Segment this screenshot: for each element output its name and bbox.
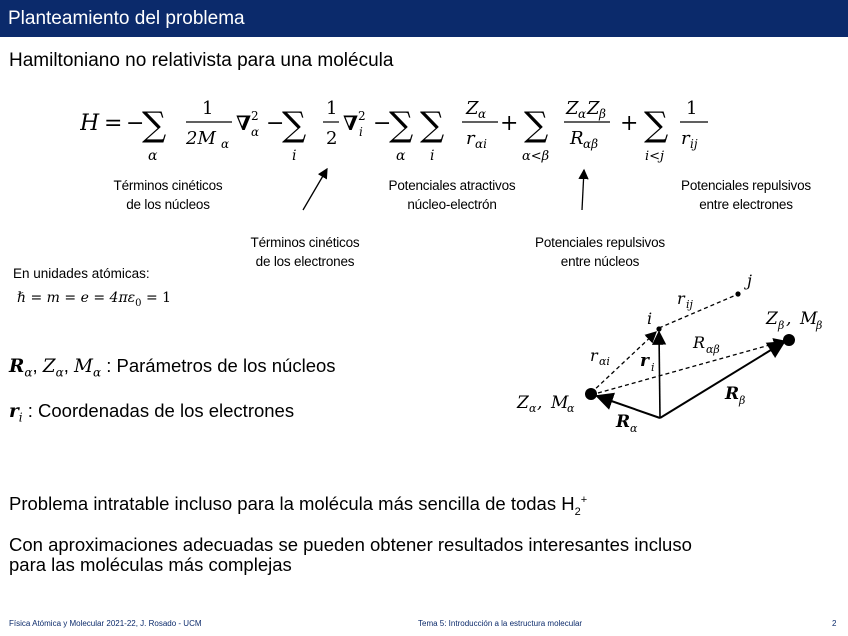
units-epsilon-sub: 0 [135,297,142,309]
slide-subtitle: Hamiltoniano no relativista para una molécula [9,50,394,71]
eq-den-1-sub: α [221,137,230,151]
annotation-kinetic-nuclei-line2: de los núcleos [126,197,210,212]
eq-num-1: 1 [202,98,214,119]
vector-R-alpha-beta [598,341,784,393]
label-comma-beta: , [786,309,792,329]
eq-den-5-sub: ij [690,137,698,151]
param-comma-2: , [63,355,69,376]
label-M-alpha-sub: α [567,402,575,415]
label-r-i: r [640,351,649,371]
label-Z-alpha-sub: α [529,402,537,415]
atomic-units-heading: En unidades atómicas: [13,266,150,281]
units-m: m [46,290,60,306]
annotation-kinetic-electrons-line2: de los electrones [255,254,355,269]
label-Z-beta: Z [766,309,778,329]
paragraph-intractable-text: Problema intratable incluso para la molécula más sencilla de todas H [9,493,575,515]
label-M-alpha: M [551,393,569,413]
eq-num-4a-sub: α [578,107,587,121]
eq-sum-3a: ∑ [389,105,414,145]
units-e: e [80,290,89,306]
arrow-repulsive-nuclei [582,170,584,210]
diagram-svg [500,262,840,440]
nuclei-parameters-desc: : Parámetros de los núcleos [106,355,336,376]
eq-sum-2-index: i [292,148,297,164]
label-r-ij: r [677,289,685,308]
param-M-sub: α [92,365,102,380]
eq-minus-1: − [126,111,145,136]
eq-sum-1: ∑ [142,105,167,145]
vector-R-beta [660,342,784,418]
eq-num-2: 1 [326,98,338,119]
eq-num-3-sub: α [478,107,487,121]
param-r: r [9,401,19,422]
units-eq-3: = [93,290,106,306]
vector-r-i [659,332,660,418]
eq-nabla-1: ∇ [236,111,252,135]
label-comma-alpha: , [537,393,543,413]
annotation-repulsive-nuclei-line1: Potenciales repulsivos [535,235,665,250]
eq-den-3-sub: αi [475,137,487,151]
label-R-alpha-beta-sub: αβ [706,343,720,356]
eq-sum-3a-index: α [396,148,406,164]
eq-sum-5-index: i<j [645,149,665,164]
eq-den-4-sub: αβ [583,137,599,151]
footer-page-number: 2 [832,619,837,628]
slide-title: Planteamiento del problema [8,8,245,29]
annotation-attractive-line1: Potenciales atractivos [388,178,516,193]
annotation-attractive [362,176,542,214]
units-one: 1 [162,290,172,306]
param-R-sub: α [24,365,33,380]
param-comma-1: , [32,355,38,376]
units-eq-1: = [30,290,43,306]
electron-i [656,326,661,331]
eq-den-5: r [681,128,690,149]
eq-minus-2: − [266,111,285,136]
units-eq-2: = [64,290,77,306]
paragraph-approximations-line2: para las moléculas más complejas [9,554,292,575]
eq-nabla-1-sub: α [251,125,260,139]
eq-den-4: R [570,128,584,149]
annotation-kinetic-electrons [222,233,388,271]
label-r-i-sub: i [651,361,655,374]
h2-subscript: 2 [574,505,581,518]
paragraph-approximations [9,535,692,575]
annotation-repulsive-nuclei-line2: entre núcleos [560,254,640,269]
label-r-alpha-i: r [590,346,598,365]
nucleus-alpha [585,388,597,400]
param-Z: Z [42,356,56,377]
eq-nabla-1-sup: 2 [251,109,259,123]
eq-plus-4: + [500,111,519,136]
label-M-beta: M [800,309,818,329]
annotation-kinetic-nuclei-line1: Términos cinéticos [113,178,223,193]
param-R: R [9,356,25,377]
annotation-attractive-line2: núcleo-electrón [407,197,497,212]
eq-equals: = [104,111,123,136]
annotation-kinetic-nuclei [88,176,248,214]
label-j: j [747,271,752,290]
param-Z-sub: α [55,365,64,380]
annotation-repulsive-electrons-line2: entre electrones [699,197,793,212]
arrow-kinetic-electrons [303,169,327,210]
eq-sum-3b-index: i [430,148,435,164]
label-M-beta-sub: β [816,319,823,332]
eq-nabla-2-sub: i [359,125,363,139]
footer-course: Física Atómica y Molecular 2021-22, J. Rosado - UCM [9,619,202,628]
label-r-ij-sub: ij [686,298,693,311]
footer-topic: Tema 5: Introducción a la estructura molecular [418,619,583,628]
electron-j [735,291,740,296]
eq-sum-1-index: α [148,148,158,164]
eq-H: H [80,111,100,136]
label-R-alpha: R [616,412,631,432]
eq-sum-2: ∑ [282,105,307,145]
paragraph-intractable [9,490,587,522]
annotation-repulsive-electrons [648,176,844,214]
label-R-alpha-sub: α [630,422,638,435]
eq-den-2: 2 [326,128,338,149]
eq-sum-5: ∑ [644,105,669,145]
eq-sum-4: ∑ [524,105,549,145]
label-Z-alpha: Z [517,393,529,413]
param-M: M [74,356,93,377]
eq-den-1: 2M [186,128,216,149]
eq-den-3: r [466,128,475,149]
molecular-coordinate-diagram [500,262,840,445]
paragraph-approximations-line1: Con aproximaciones adecuadas se pueden obtener resultados interesantes incluso [9,534,692,555]
units-eq-4: = [145,290,158,306]
electron-coordinates [9,400,294,425]
eq-num-3: Z [466,98,479,119]
nucleus-beta [783,334,795,346]
units-4pi: 4π [109,290,128,306]
eq-nabla-2: ∇ [343,111,359,135]
eq-sum-3b: ∑ [420,105,445,145]
electron-coordinates-desc: : Coordenadas de los electrones [27,400,295,421]
label-Z-beta-sub: β [778,319,785,332]
units-epsilon: ε [127,290,136,306]
label-R-beta: R [725,384,740,404]
label-R-alpha-beta: R [693,333,706,352]
vector-r-ij [659,295,736,328]
annotation-repulsive-electrons-line1: Potenciales repulsivos [681,178,811,193]
nuclei-parameters [9,355,336,380]
eq-plus-5: + [620,111,639,136]
param-r-sub: i [18,410,23,425]
eq-nabla-2-sup: 2 [358,109,366,123]
eq-sum-4-index: α<β [522,149,550,164]
eq-num-4b: Z [587,98,600,119]
h2-superscript: + [580,494,588,506]
eq-num-4a: Z [566,98,579,119]
atomic-units-equation [17,290,171,309]
eq-minus-3: − [373,111,392,136]
annotation-kinetic-electrons-line1: Términos cinéticos [250,235,360,250]
eq-num-5: 1 [686,98,698,119]
label-r-alpha-i-sub: αi [599,355,610,368]
units-hbar: ℏ [17,290,27,306]
label-i: i [647,309,653,328]
label-R-beta-sub: β [739,394,746,407]
eq-num-4b-sub: β [599,107,606,121]
